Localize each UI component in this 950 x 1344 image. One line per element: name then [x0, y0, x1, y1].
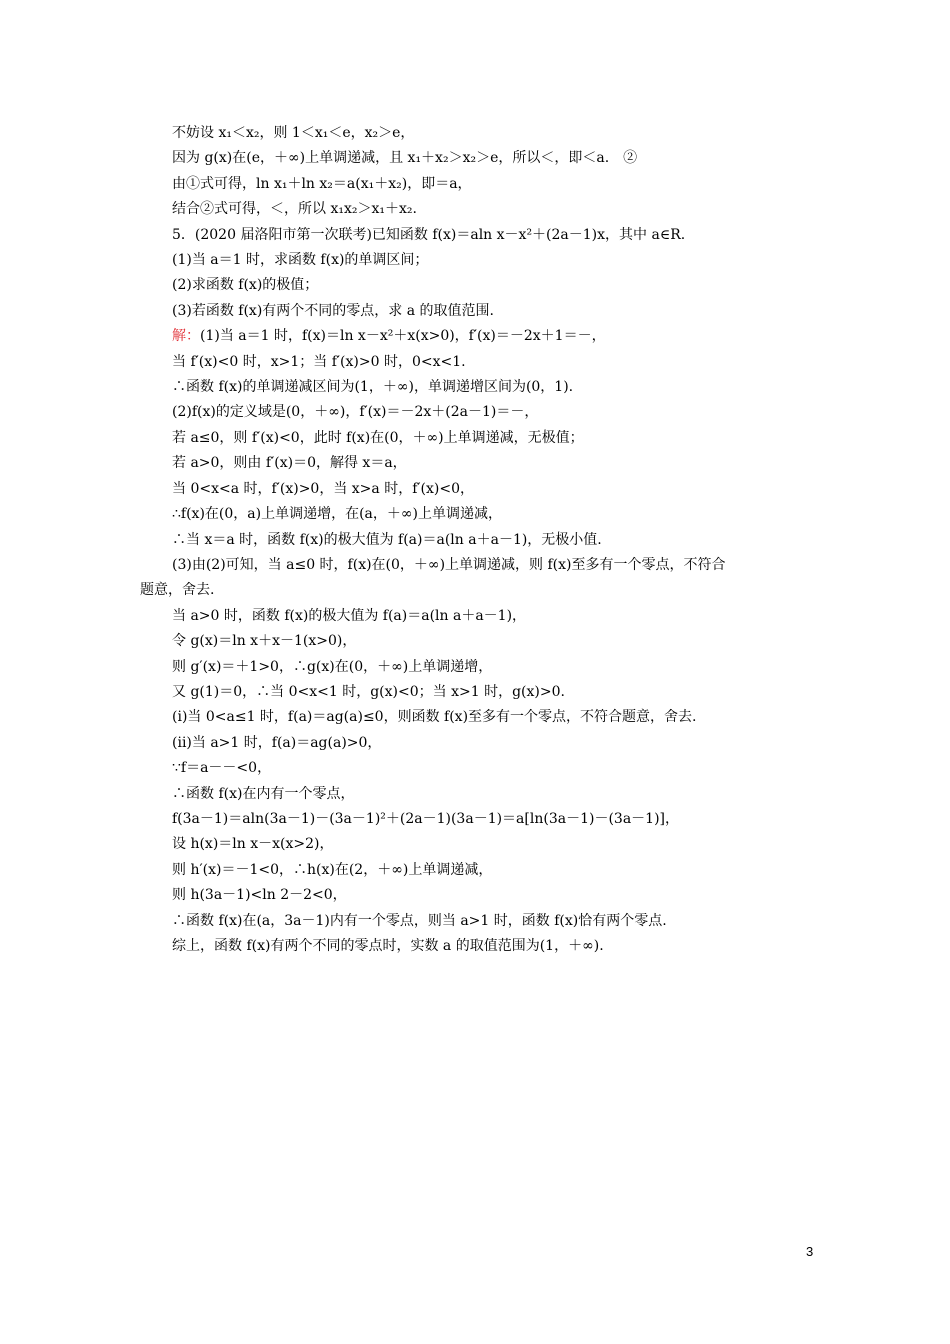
text-line: 则 h(3a－1)<ln 2－2<0， — [172, 887, 347, 904]
text-line: 当 a>0 时，函数 f(x)的极大值为 f(a)＝a(ln a＋a－1)， — [172, 607, 527, 624]
text-line: ∵f＝a－－<0， — [172, 760, 272, 777]
text-line: ∴函数 f(x)在(a，3a－1)内有一个零点，则当 a>1 时，函数 f(x)恰有两个零点. — [172, 912, 667, 929]
text-line: 当 0<x<a 时，f′(x)>0，当 x>a 时，f′(x)<0， — [172, 480, 475, 497]
text-line: f(3a－1)＝aln(3a－1)－(3a－1)²＋(2a－1)(3a－1)＝a[ln(3a－1)－(3a－1)]， — [172, 810, 679, 827]
text-line: (2)f(x)的定义域是(0，＋∞)，f′(x)＝－2x＋(2a－1)＝－， — [172, 404, 539, 421]
text-line: ∴函数 f(x)在内有一个零点， — [172, 785, 355, 802]
problem-part-2: (2)求函数 f(x)的极值； — [172, 277, 319, 294]
document-body — [140, 121, 820, 959]
text-line: 因为 g(x)在(e，＋∞)上单调递减，且 x₁＋x₂＞x₂＞e，所以＜，即＜a. ② — [172, 150, 638, 167]
text-line: 结合②式可得，＜，所以 x₁x₂＞x₁＋x₂. — [172, 201, 417, 218]
text-line: 设 h(x)＝ln x－x(x>2)， — [172, 836, 334, 853]
text-line: 令 g(x)＝ln x＋x－1(x>0)， — [172, 633, 357, 650]
text-line: 当 f′(x)<0 时，x>1；当 f′(x)>0 时，0<x<1. — [172, 353, 466, 370]
problem-part-3: (3)若函数 f(x)有两个不同的零点，求 a 的取值范围. — [172, 302, 494, 319]
problem-statement: 5．(2020 届洛阳市第一次联考)已知函数 f(x)＝aln x－x²＋(2a－1)x，其中 a∈R. — [172, 226, 686, 243]
text-line: 综上，函数 f(x)有两个不同的零点时，实数 a 的取值范围为(1，＋∞). — [172, 938, 604, 954]
text-line: 则 h′(x)＝－1<0，∴h(x)在(2，＋∞)上单调递减， — [172, 861, 493, 878]
problem-part-1: (1)当 a＝1 时，求函数 f(x)的单调区间； — [172, 252, 429, 269]
text-line: 又 g(1)＝0，∴当 0<x<1 时，g(x)<0；当 x>1 时，g(x)>0. — [172, 683, 565, 700]
text-line: 若 a>0，则由 f′(x)＝0，解得 x＝a， — [172, 455, 407, 472]
text-line: 则 g′(x)＝＋1>0，∴g(x)在(0，＋∞)上单调递增， — [172, 658, 493, 675]
text-line: ∴f(x)在(0，a)上单调递增，在(a，＋∞)上单调递减， — [172, 506, 503, 523]
text-line: (ⅱ)当 a>1 时，f(a)＝ag(a)>0， — [172, 734, 382, 751]
paragraph-3-line-1: (3)由(2)可知，当 a≤0 时，f(x)在(0，＋∞)上单调递减，则 f(x)至多有一个零点，不符合 — [172, 556, 726, 573]
solution-label: 解： — [172, 328, 200, 345]
text-line: ∴函数 f(x)的单调递减区间为(1，＋∞)，单调递增区间为(0，1). — [172, 379, 574, 396]
paragraph-3-line-2: 题意，舍去. — [140, 582, 215, 599]
solution-first-line — [140, 324, 820, 349]
page-number: 3 — [806, 1244, 814, 1259]
text-line: 若 a≤0，则 f′(x)<0，此时 f(x)在(0，＋∞)上单调递减，无极值； — [172, 429, 584, 446]
text-line: 不妨设 x₁＜x₂，则 1＜x₁＜e，x₂＞e， — [172, 125, 415, 141]
text-line: 由①式可得，ln x₁＋ln x₂＝a(x₁＋x₂)，即＝a， — [172, 175, 472, 192]
solution-text: (1)当 a＝1 时，f(x)＝ln x－x²＋x(x>0)，f′(x)＝－2x＋1＝－， — [200, 328, 606, 345]
text-line: ∴当 x＝a 时，函数 f(x)的极大值为 f(a)＝a(ln a＋a－1)，无极小值. — [172, 531, 602, 548]
text-line: (ⅰ)当 0<a≤1 时，f(a)＝ag(a)≤0，则函数 f(x)至多有一个零点，不符合题意，舍去. — [172, 709, 697, 726]
